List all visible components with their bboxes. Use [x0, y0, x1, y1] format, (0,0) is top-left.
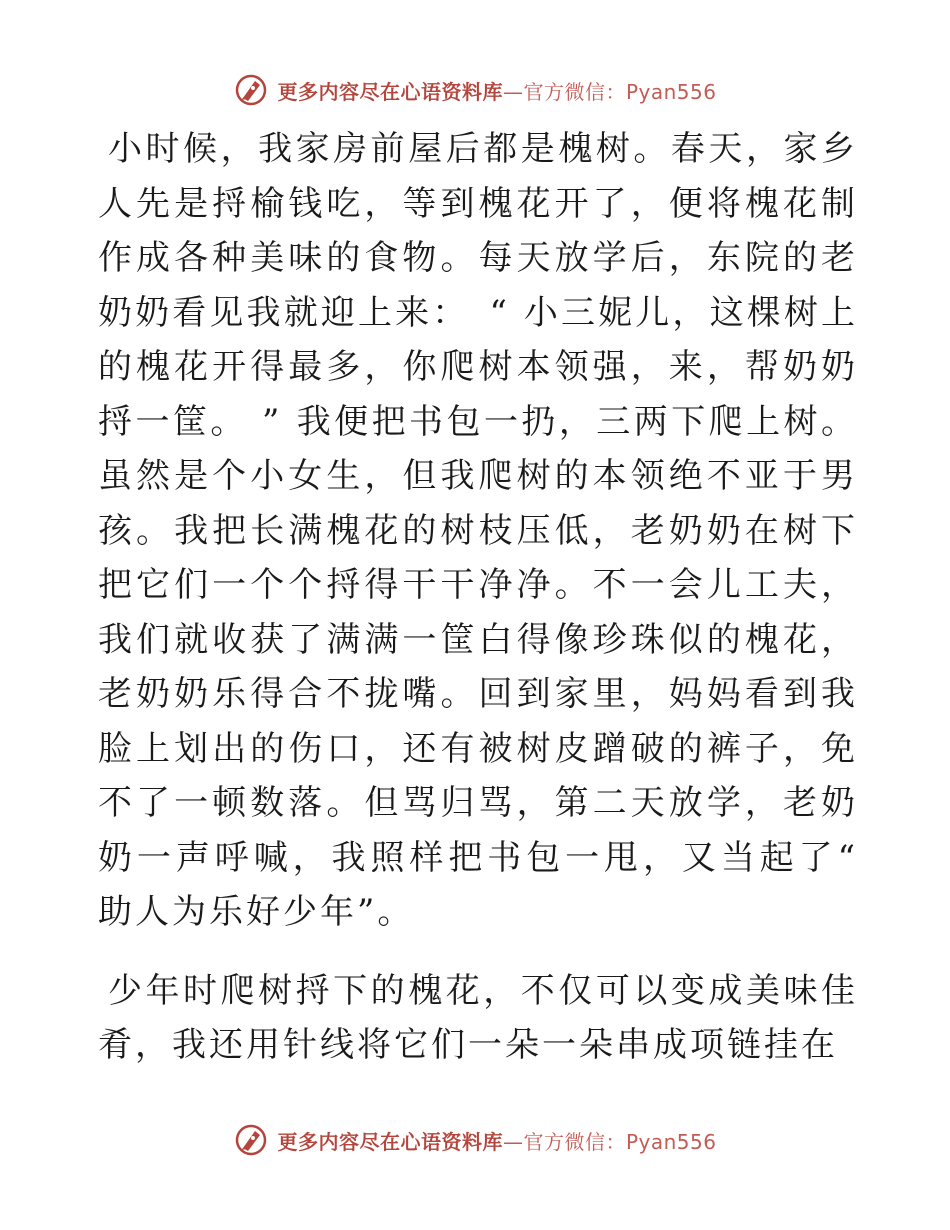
footer-watermark — [0, 1120, 950, 1160]
logo-icon — [233, 72, 269, 108]
header-wechat-text: —官方微信：Pyan556 — [502, 79, 717, 104]
header-site-text: 更多内容尽在心语资料库 — [277, 79, 503, 104]
header-watermark — [0, 70, 950, 110]
header-banner-text — [277, 76, 716, 105]
paragraph-2: 少年时爬树捋下的槐花，不仅可以变成美味佳肴，我还用针线将它们一朵一朵串成项链挂在 — [98, 970, 858, 1065]
article-body — [98, 122, 858, 1073]
logo-icon — [233, 1122, 269, 1158]
paragraph-1: 小时候，我家房前屋后都是槐树。春天，家乡人先是捋榆钱吃，等到槐花开了，便将槐花制作成各种美味的食物。每天放学后，东院的老奶奶看见我就迎上来： “ 小三妮儿，这棵树上的槐花开得最多，你爬树本领强，来，帮奶奶捋一筐。 ” 我便把书包一扔，三两下爬上树。虽然是个小女生，但我爬树的本领绝不亚于男孩。我把长满槐花的树枝压低，老奶奶在树下把它们一个个捋得干干净净。不一会儿工夫，我们就收获了满满一筐白得像珍珠似的槐花，老奶奶乐得合不拢嘴。回到家里，妈妈看到我脸上划出的伤口，还有被树皮蹭破的裤子，免不了一顿数落。但骂归骂，第二天放学，老奶奶一声呼喊，我照样把书包一甩，又当起了“ 助人为乐好少年”。 — [98, 129, 858, 932]
footer-banner-text — [277, 1126, 716, 1155]
footer-site-text: 更多内容尽在心语资料库 — [277, 1129, 503, 1154]
footer-wechat-text: —官方微信：Pyan556 — [502, 1129, 717, 1154]
